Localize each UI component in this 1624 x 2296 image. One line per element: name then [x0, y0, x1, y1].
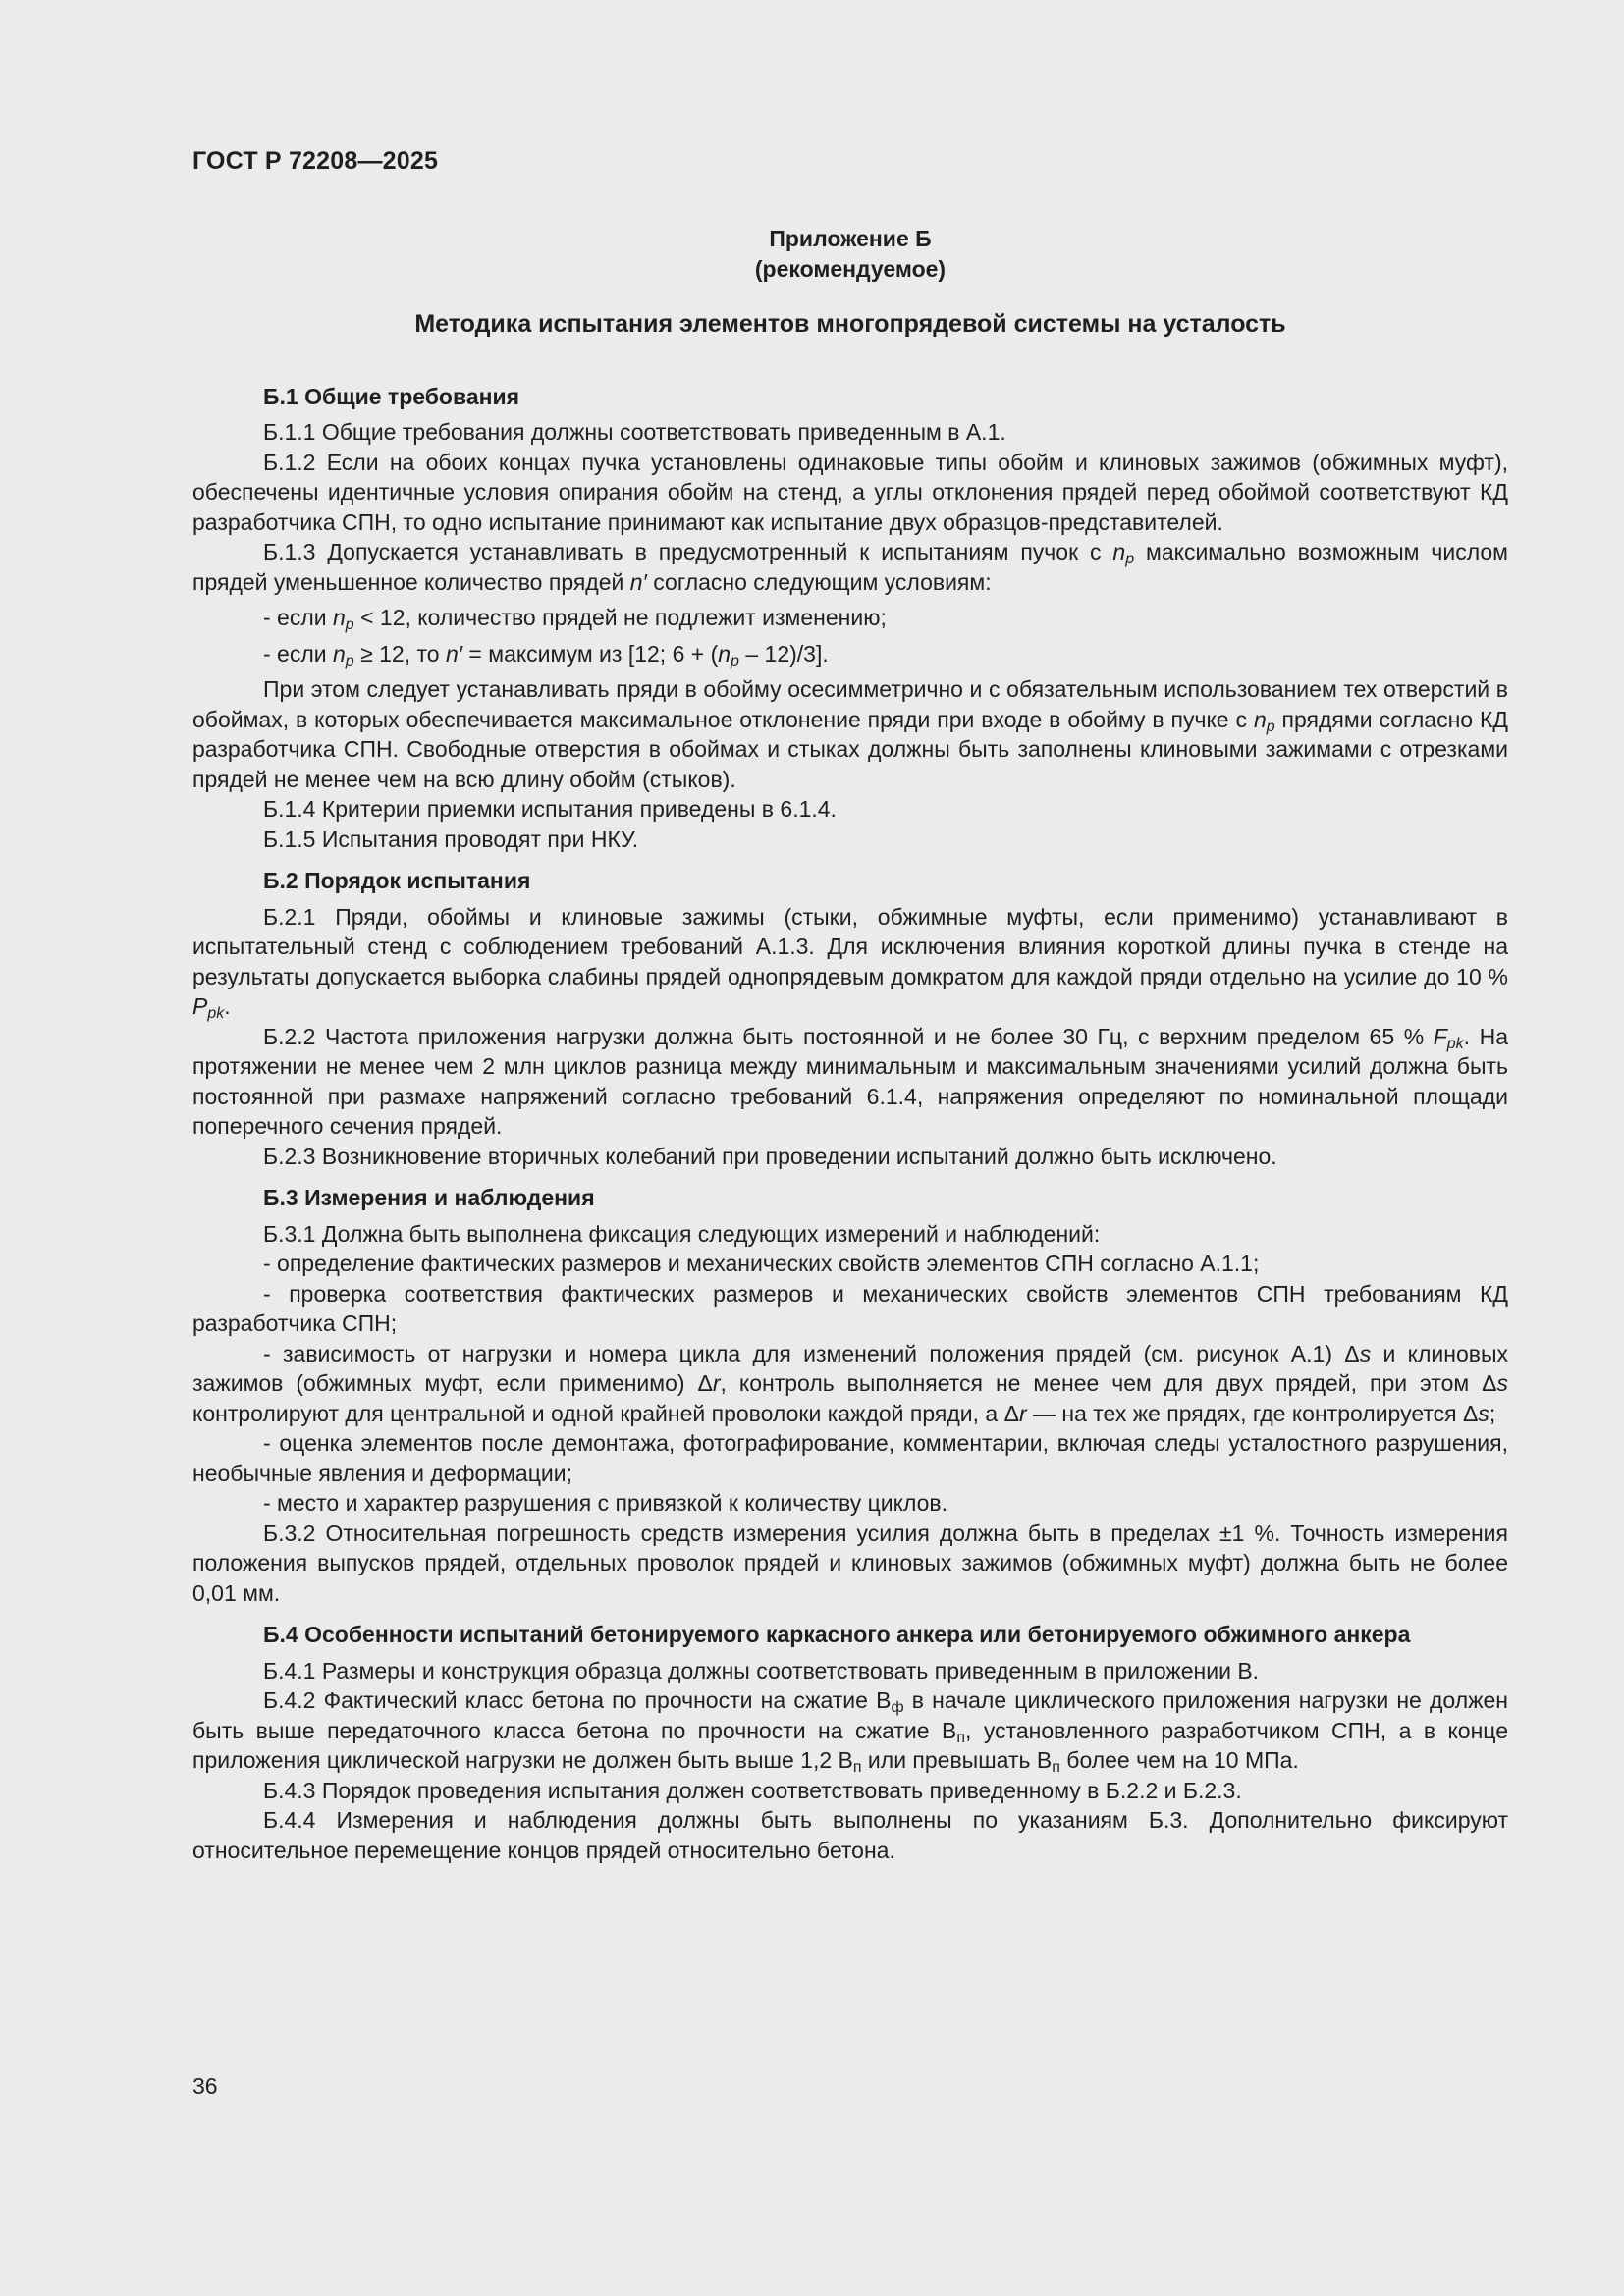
appendix-label: Приложение Б — [769, 226, 932, 251]
paragraph-b1-2: Б.1.2 Если на обоих концах пучка установлены одинаковые типы обойм и клиновых зажимов (обжимных муфт), обеспечены идентичные условия опирания обойм на стенд, а углы отклонения прядей перед обоймой соответствуют КД разработчика СПН, то одно испытание принимают как испытание двух образцов-представителей. — [192, 449, 1508, 535]
paragraph-b4-2: Б.4.2 Фактический класс бетона по прочности на сжатие $В_ф$ в начале циклического приложения нагрузки не должен быть выше передаточного класса бетона по прочности на сжатие $В_п$, установленного разработчиком СПН, а в конце приложения циклической нагрузки не должен быть выше 1,2 $В_п$ или превышать $В_п$ более чем на 10 МПа. — [192, 1687, 1509, 1776]
paragraph-b4-1: Б.4.1 Размеры и конструкция образца должны соответствовать приведенным в приложении В. — [263, 1657, 1260, 1683]
section-heading-b1: Б.1 Общие требования — [263, 383, 520, 409]
paragraph-b2-3: Б.2.3 Возникновение вторичных колебаний при проведении испытаний должно быть исключено. — [263, 1143, 1277, 1169]
section-heading-b4: Б.4 Особенности испытаний бетонируемого каркасного анкера или бетонируемого обжимного анкера — [263, 1622, 1411, 1647]
section-heading-b3: Б.3 Измерения и наблюдения — [263, 1185, 595, 1210]
paragraph-b1-1: Б.1.1 Общие требования должны соответствовать приведенным в А.1. — [263, 419, 1006, 445]
paragraph-b1-3-note: При этом следует устанавливать пряди в обойму осесимметрично и с обязательным использованием тех отверстий в обоймах, в которых обеспечивается максимальное отклонение пряди при входе в обойму в пучке с $n_p$ прядями согласно КД разработчика СПН. Свободные отверстия в обоймах и стыках должны быть заполнены клиновыми зажимами с отрезками прядей не менее чем на всю длину обойм (стыков). — [192, 676, 1508, 792]
paragraph-b4-4: Б.4.4 Измерения и наблюдения должны быть выполнены по указаниям Б.3. Дополнительно фиксируют относительное перемещение концов прядей относительно бетона. — [192, 1807, 1508, 1863]
paragraph-b1-3: Б.1.3 Допускается устанавливать в предусмотренный к испытаниям пучок с $n_p$ максимально возможным числом прядей уменьшенное количество прядей n′ согласно следующим условиям: — [192, 539, 1508, 595]
list-item-b3-1-5: - место и характер разрушения с привязкой к количеству циклов. — [263, 1490, 948, 1516]
list-item-b3-1-4: - оценка элементов после демонтажа, фотографирование, комментарии, включая следы усталостного разрушения, необычные явления и деформации; — [192, 1430, 1508, 1486]
paragraph-b3-2: Б.3.2 Относительная погрешность средств измерения усилия должна быть в пределах ±1 %. Точность измерения положения выпусков прядей, отдельных проволок прядей и клиновых зажимов (обжимных муфт) должна быть не более 0,01 мм. — [192, 1520, 1508, 1606]
paragraph-b2-1: Б.2.1 Пряди, обоймы и клиновые зажимы (стыки, обжимные муфты, если применимо) устанавливают в испытательный стенд с соблюдением требований А.1.3. Для исключения влияния короткой длины пучка в стенде на результаты допускается выборка слабины прядей однопрядевым домкратом для каждой пряди отдельно на усилие до 10 % $P_{pk}$. — [192, 903, 1508, 1022]
list-item-b1-3-1: - если $n_p < 12$, количество прядей не подлежит изменению; — [263, 605, 887, 633]
paragraph-b1-4: Б.1.4 Критерии приемки испытания приведены в 6.1.4. — [263, 796, 837, 822]
paragraph-b2-2: Б.2.2 Частота приложения нагрузки должна быть постоянной и не более 30 Гц, с верхним пределом 65 % $F_{pk}$. На протяжении не менее чем 2 млн циклов разница между минимальным и максимальным значениями усилий должна быть постоянной при размахе напряжений согласно требований 6.1.4, напряжения определяют по номинальной площади поперечного сечения прядей. — [192, 1023, 1508, 1139]
appendix-title: Методика испытания элементов многопрядевой системы на усталость — [414, 310, 1286, 338]
list-item-b1-3-2: - если $n_p \ge 12$, то n′ = максимум из [12; $6 + (n_p - 12)/3$]. — [263, 640, 829, 669]
page-content — [192, 224, 1508, 1865]
standard-designation: ГОСТ Р 72208—2025 — [192, 147, 439, 175]
page-number: 36 — [192, 2073, 218, 2099]
list-item-b3-1-2: - проверка соответствия фактических размеров и механических свойств элементов СПН требованиям КД разработчика СПН; — [192, 1280, 1508, 1336]
appendix-status: (рекомендуемое) — [754, 255, 947, 282]
list-item-b3-1-3: - зависимость от нагрузки и номера цикла для изменений положения прядей (см. рисунок А.1) Δs и клиновых зажимов (обжимных муфт, если применимо) Δr, контроль выполняется не менее чем для двух прядей, при этом Δs контролируют для центральной и одной крайней проволоки каждой пряди, а Δr — на тех же прядях, где контролируется Δs; — [192, 1340, 1509, 1426]
paragraph-b1-5: Б.1.5 Испытания проводят при НКУ. — [263, 826, 639, 852]
paragraph-b4-3: Б.4.3 Порядок проведения испытания должен соответствовать приведенному в Б.2.2 и Б.2.3. — [263, 1777, 1242, 1803]
list-item-b3-1-1: - определение фактических размеров и механических свойств элементов СПН согласно А.1.1; — [263, 1251, 1260, 1276]
paragraph-b3-1: Б.3.1 Должна быть выполнена фиксация следующих измерений и наблюдений: — [263, 1220, 1101, 1247]
section-heading-b2: Б.2 Порядок испытания — [263, 868, 531, 893]
